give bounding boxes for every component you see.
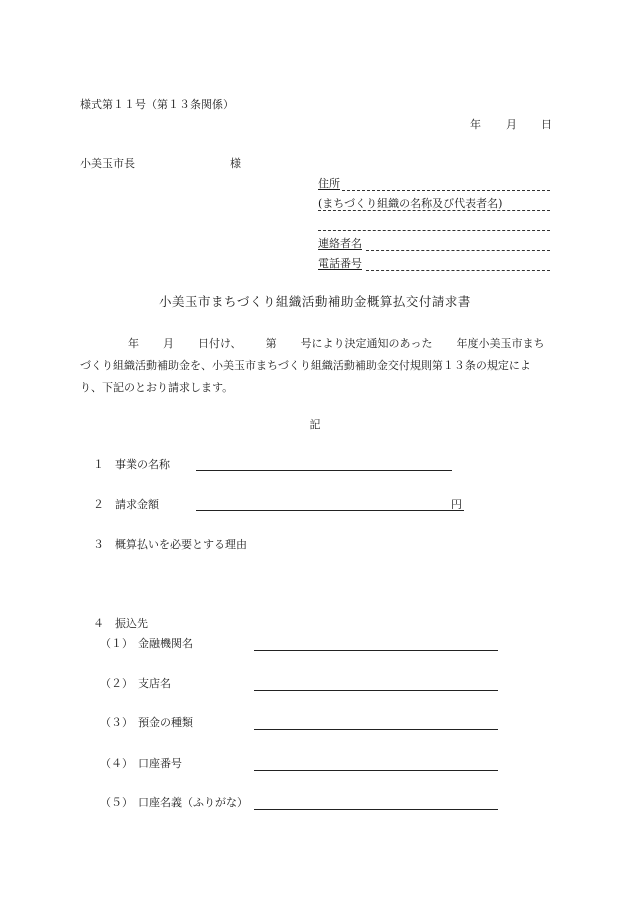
bank-field-2-label: 支店名 bbox=[138, 677, 171, 690]
address-label: 住所 bbox=[318, 177, 340, 190]
bank-field-4-label: 口座番号 bbox=[138, 757, 182, 770]
item-3-label: 概算払いを必要とする理由 bbox=[115, 538, 247, 551]
body-day-suffix: 日付け、 bbox=[198, 337, 242, 350]
item-1-label: 事業の名称 bbox=[115, 458, 170, 471]
document-title: 小美玉市まちづくり組織活動補助金概算払交付請求書 bbox=[159, 294, 471, 309]
branch-name-field-line[interactable] bbox=[254, 690, 498, 691]
body-paragraph bbox=[80, 333, 550, 399]
bank-field-1-label: 金融機関名 bbox=[138, 637, 193, 650]
item-4-label: 振込先 bbox=[115, 617, 148, 630]
bank-field-2-number: （２） bbox=[100, 677, 133, 690]
deposit-type-field-line[interactable] bbox=[254, 729, 498, 730]
body-fiscal-year-tail: 年度小美玉市まち bbox=[456, 337, 545, 350]
amount-field-line[interactable] bbox=[196, 510, 464, 511]
body-line-3: り、下記のとおり請求します。 bbox=[80, 381, 234, 394]
bank-field-4-number: （４） bbox=[100, 757, 133, 770]
amount-unit: 円 bbox=[451, 498, 462, 511]
form-number: 様式第１１号（第１３条関係） bbox=[80, 98, 234, 111]
bank-field-5-label: 口座名義（ふりがな） bbox=[138, 796, 248, 809]
date-year-label: 年 bbox=[470, 118, 481, 131]
account-holder-field-line[interactable] bbox=[254, 809, 498, 810]
bank-field-1-number: （１） bbox=[100, 637, 133, 650]
body-year: 年 bbox=[128, 337, 139, 350]
addressee-honorific: 様 bbox=[230, 157, 241, 170]
item-3-number: ３ bbox=[93, 538, 104, 551]
item-2-number: ２ bbox=[93, 498, 104, 511]
date-month-label: 月 bbox=[506, 118, 517, 131]
representative-field-line[interactable] bbox=[318, 230, 550, 231]
bank-field-3-number: （３） bbox=[100, 716, 133, 729]
date-day-label: 日 bbox=[541, 118, 552, 131]
body-month: 月 bbox=[163, 337, 174, 350]
item-4-number: ４ bbox=[93, 617, 104, 630]
project-name-field-line[interactable] bbox=[196, 470, 452, 471]
addressee-name: 小美玉市長 bbox=[80, 157, 135, 170]
bank-field-3-label: 預金の種類 bbox=[138, 716, 193, 729]
body-number-suffix: 号により決定通知のあった bbox=[300, 337, 433, 350]
item-1-number: １ bbox=[93, 458, 104, 471]
body-number-prefix: 第 bbox=[265, 337, 277, 350]
phone-label: 電話番号 bbox=[318, 257, 362, 270]
body-line-1 bbox=[80, 333, 550, 355]
item-2-label: 請求金額 bbox=[115, 498, 159, 511]
ki-heading: 記 bbox=[309, 418, 321, 431]
contact-person-label: 連絡者名 bbox=[318, 237, 362, 250]
body-line-2: づくり組織活動補助金を、小美玉市まちづくり組織活動補助金交付規則第１３条の規定によ bbox=[80, 359, 531, 372]
bank-name-field-line[interactable] bbox=[254, 650, 498, 651]
bank-field-5-number: （５） bbox=[100, 796, 133, 809]
phone-field-line[interactable] bbox=[366, 270, 550, 271]
account-number-field-line[interactable] bbox=[254, 770, 498, 771]
org-name-label: (まちづくり組織の名称及び代表者名) bbox=[318, 197, 503, 210]
org-name-field-line[interactable] bbox=[318, 210, 550, 211]
contact-person-field-line[interactable] bbox=[366, 250, 550, 251]
address-field-line[interactable] bbox=[342, 190, 550, 191]
